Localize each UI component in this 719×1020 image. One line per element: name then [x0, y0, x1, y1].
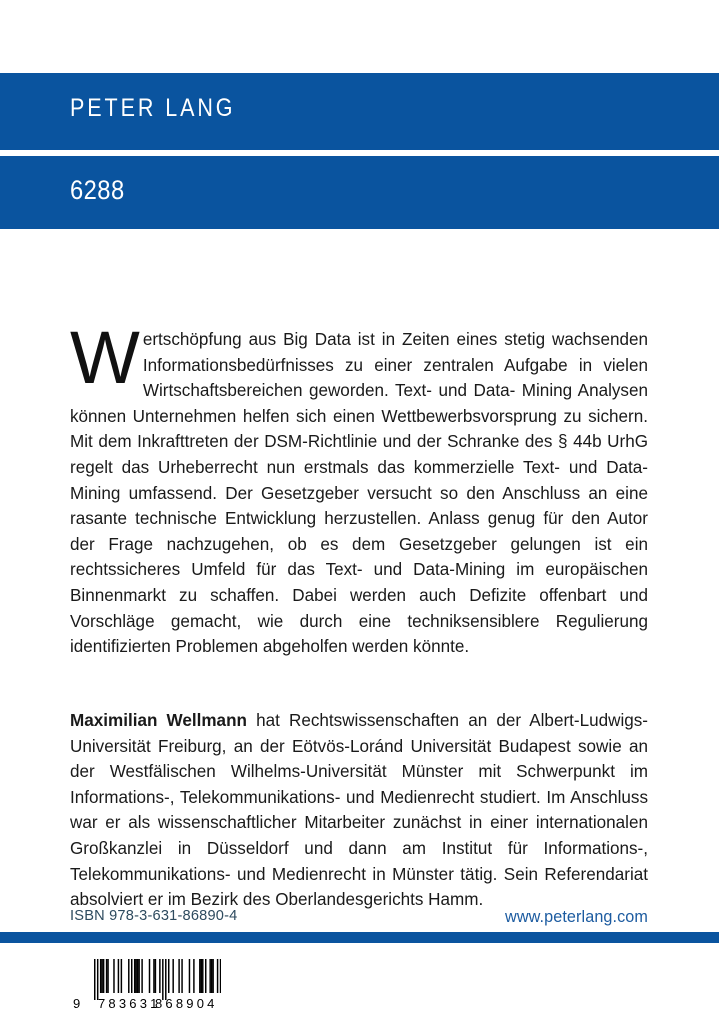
blurb-text: ertschöpfung aus Big Data ist in Zeiten eines stetig wachsenden Informationsbedürfnisses zu einer zentralen Aufgabe in vielen Wirtschaftsbereichen geworden. Text- und Data- Mining Analysen können Unternehmen helfen sich einen Wettbewerbsvorsprung zu sichern. Mit dem Inkrafttreten der DSM-Richtlinie und der Schranke des § 44b UrhG regelt das Urheberrecht nun erstmals das kommerzielle Text- und Data- Mining umfassend. Der Gesetzgeber versucht so den Anschluss an eine rasante technische Entwicklung herzustellen. Anlass genug für den Autor der Frage nachzugehen, ob es dem Gesetzgeber gelungen ist ein rechtssicheres Umfeld für das Text- und Data-Mining im europäischen Binnenmarkt zu schaffen. Dabei werden auch Defizite offenbart und Vorschläge gemacht, wie durch eine techniksensiblere Regulierung identifizierten Problemen abgeholfen werden könnte. [70, 330, 648, 657]
isbn-text: ISBN 978-3-631-86890-4 [70, 908, 238, 924]
blurb-section [70, 316, 648, 660]
publisher-website-link[interactable]: www.peterlang.com [505, 908, 648, 926]
ean13-barcode [70, 957, 221, 1012]
series-band [0, 156, 719, 229]
footer-row [70, 908, 648, 930]
svg-text:868904: 868904 [155, 996, 218, 1011]
barcode-graphic [70, 957, 221, 1012]
svg-text:783631: 783631 [98, 996, 161, 1011]
series-number: 6288 [70, 175, 125, 205]
publisher-name: PETER LANG [70, 94, 236, 122]
publisher-band [0, 73, 719, 150]
svg-text:9: 9 [73, 996, 81, 1011]
author-name: Maximilian Wellmann [70, 711, 247, 730]
blurb-dropcap: W [70, 316, 140, 399]
author-bio-text: hat Rechtswissenschaften an der Albert-Ludwigs-Universität Freiburg, an der Eötvös-Loránd Universität Budapest sowie an der Westfälischen Wilhelms-Universität Münster mit Schwerpunkt im Informations-, Telekommunikations- und Medienrecht studiert. Im Anschluss war er als wissenschaftlicher Mitarbeiter zunächst in einer internationalen Großkanzlei in Düsseldorf und dann am Institut für Informations-, Telekommunikations- und Medienrecht in Münster tätig. Sein Referendariat absolviert er im Bezirk des Oberlandesgerichts Hamm. [70, 711, 648, 910]
author-bio-paragraph [70, 708, 648, 913]
footer-rule [0, 932, 719, 943]
author-bio-section [70, 708, 648, 913]
